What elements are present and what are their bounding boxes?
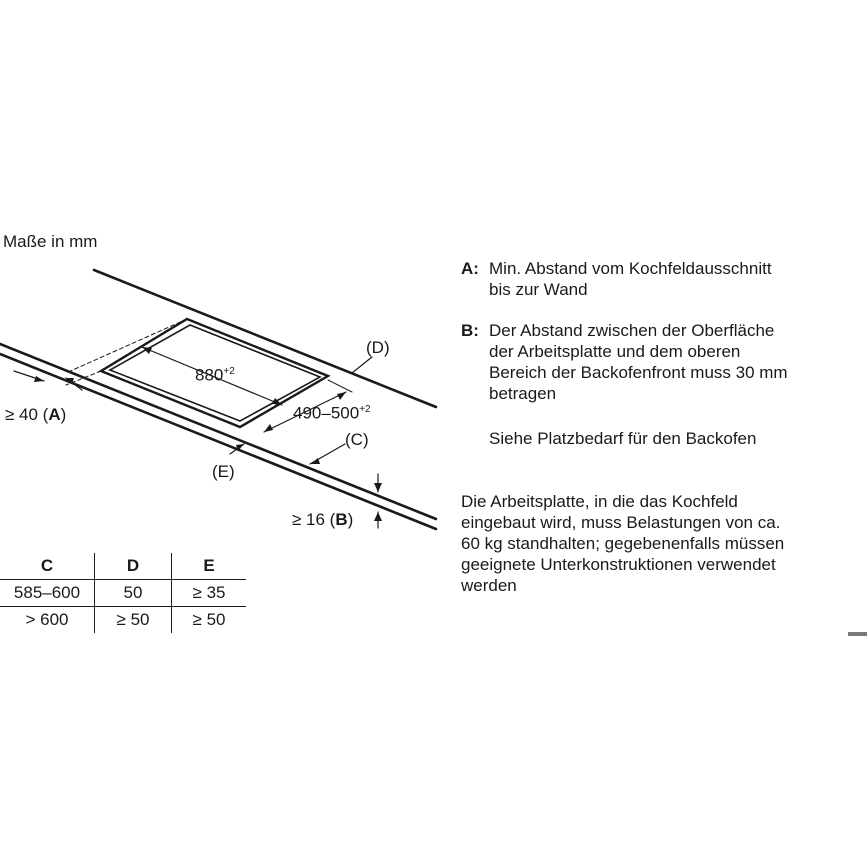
worktop-note — [461, 491, 784, 596]
projection-dashed-top — [66, 319, 187, 373]
legend-b-line: Der Abstand zwischen der Oberfläche — [489, 321, 775, 340]
cell-d: ≥ 50 — [95, 607, 172, 634]
worktop-note-line: 60 kg standhalten; gegebenenfalls müssen — [461, 534, 785, 553]
depth-dimension-label — [293, 400, 371, 424]
dimension-table — [0, 553, 246, 633]
header-c: C — [0, 553, 95, 580]
header-d: D — [95, 553, 172, 580]
label-b-prefix: ≥ 16 ( — [292, 510, 336, 529]
width-tolerance: +2 — [223, 366, 235, 377]
label-b — [292, 510, 353, 530]
cell-c: 585–600 — [0, 580, 95, 607]
worktop-note-line: werden — [461, 576, 517, 595]
legend-a-line: bis zur Wand — [489, 280, 588, 299]
label-e: (E) — [212, 462, 235, 481]
legend-a — [461, 258, 772, 300]
width-dimension-label — [195, 362, 235, 386]
cell-d: 50 — [95, 580, 172, 607]
installation-diagram — [0, 225, 460, 545]
table-row — [0, 580, 246, 607]
see-also-text: Siehe Platzbedarf für den Backofen — [489, 429, 757, 448]
see-also-note — [461, 428, 756, 449]
legend-b-key: B: — [461, 321, 479, 340]
legend-b-line: Bereich der Backofenfront muss 30 mm — [489, 363, 788, 382]
label-a — [5, 405, 66, 425]
cell-c: > 600 — [0, 607, 95, 634]
worktop-note-line: Die Arbeitsplatte, in die das Kochfeld — [461, 492, 738, 511]
units-label: Maße in mm — [3, 232, 98, 251]
worktop-note-line: eingebaut wird, muss Belastungen von ca. — [461, 513, 781, 532]
depth-extension-line — [328, 380, 352, 392]
label-d: (D) — [366, 338, 390, 357]
cell-e: ≥ 50 — [172, 607, 247, 634]
label-b-suffix: ) — [347, 510, 354, 529]
width-value: 880 — [195, 365, 224, 385]
label-b-key: B — [335, 510, 348, 529]
table-header-row — [0, 553, 246, 580]
legend-b-line: der Arbeitsplatte und dem oberen — [489, 342, 741, 361]
legend-b — [461, 320, 788, 404]
table-row — [0, 607, 246, 634]
label-a-key: A — [48, 405, 61, 424]
cell-e: ≥ 35 — [172, 580, 247, 607]
legend-a-line: Min. Abstand vom Kochfeldausschnitt — [489, 259, 772, 278]
depth-value: 490–500 — [293, 403, 360, 423]
header-e: E — [172, 553, 247, 580]
legend-b-line: betragen — [489, 384, 557, 403]
page-edge-marker — [848, 632, 867, 636]
label-a-suffix: ) — [60, 405, 67, 424]
label-a-prefix: ≥ 40 ( — [5, 405, 49, 424]
depth-tolerance: +2 — [359, 404, 371, 415]
legend-a-key: A: — [461, 259, 479, 278]
d-leader-line — [352, 357, 372, 373]
worktop-note-line: geeignete Unterkonstruktionen verwendet — [461, 555, 776, 574]
label-c: (C) — [345, 430, 369, 449]
